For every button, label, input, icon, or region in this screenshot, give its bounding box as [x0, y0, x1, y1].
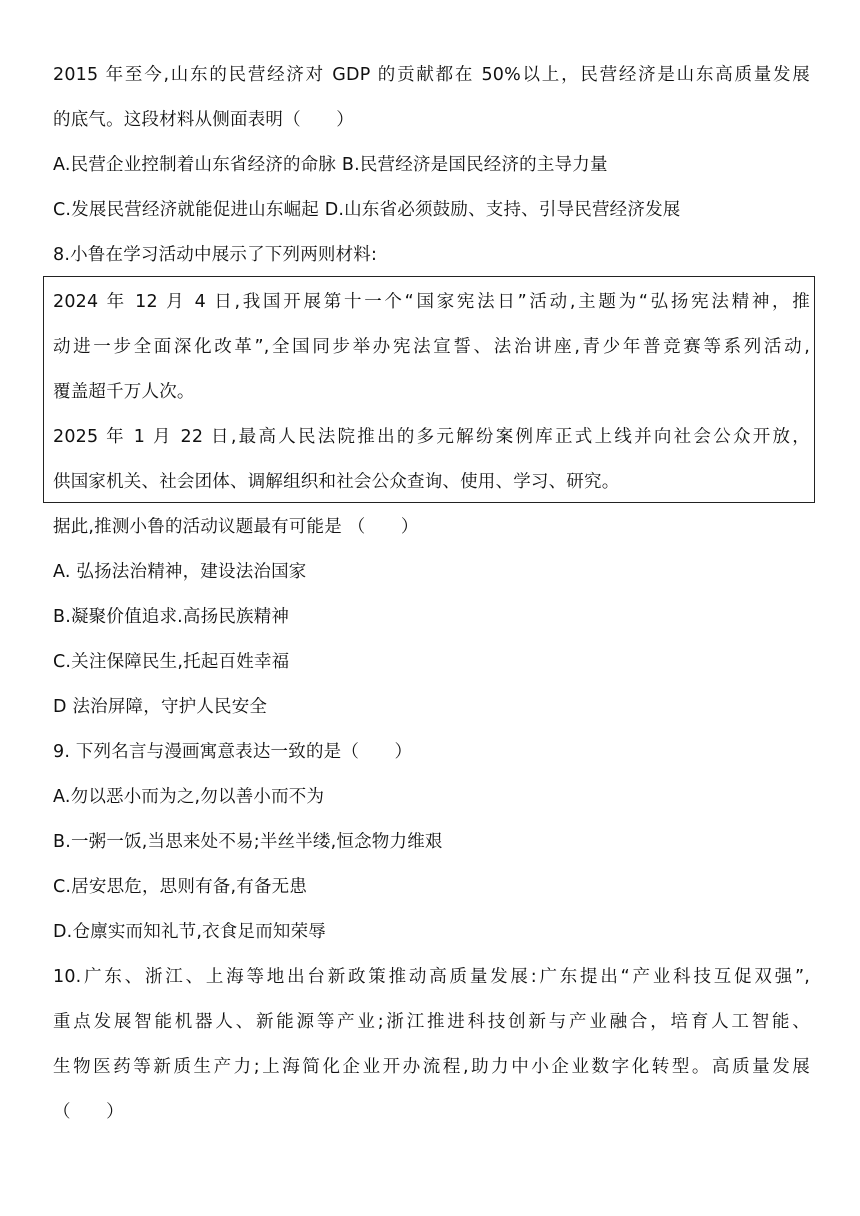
q10-stem-line-2: 重点发展智能机器人、新能源等产业;浙江推进科技创新与产业融合，培育人工智能、 [53, 1012, 810, 1032]
q7-options-ab: A.民营企业控制着山东省经济的命脉 B.民营经济是国民经济的主导力量 [53, 155, 608, 175]
material-2-line-1: 2025 年 1 月 22 日,最高人民法院推出的多元解纷案例库正式上线并向社会公众开放， [53, 427, 810, 447]
q10-stem-line-3: 生物医药等新质生产力;上海简化企业开办流程,助力中小企业数字化转型。高质量发展 [53, 1057, 810, 1077]
q9-option-a: A.勿以恶小而为之,勿以善小而不为 [53, 787, 325, 807]
q9-option-d: D.仓廪实而知礼节,衣食足而知荣辱 [53, 922, 326, 942]
q9-option-c: C.居安思危，思则有备,有备无患 [53, 877, 308, 897]
q7-stem-line-2: 的底气。这段材料从侧面表明（ ） [53, 110, 354, 130]
material-1-line-1: 2024 年 12 月 4 日,我国开展第十一个“国家宪法日”活动,主题为“弘扬宪法精神，推 [53, 292, 810, 312]
q10-stem-line-4: （ ） [53, 1102, 124, 1122]
q8-option-c: C.关注保障民生,托起百姓幸福 [53, 652, 290, 672]
material-1-line-2: 动进一步全面深化改革”,全国同步举办宪法宣誓、法治讲座,青少年普竞赛等系列活动, [53, 337, 810, 357]
q8-stem: 8.小鲁在学习活动中展示了下列两则材料: [53, 245, 378, 265]
q8-question: 据此,推测小鲁的活动议题最有可能是 （ ） [53, 517, 419, 537]
q10-stem-line-1: 10.广东、浙江、上海等地出台新政策推动高质量发展:广东提出“产业科技互促双强”, [53, 967, 810, 987]
q8-option-d: D 法治屏障，守护人民安全 [53, 697, 268, 717]
q7-stem-line-1: 2015 年至今,山东的民营经济对 GDP 的贡献都在 50%以上，民营经济是山东高质量发展 [53, 65, 810, 85]
q9-option-b: B.一粥一饭,当思来处不易;半丝半缕,恒念物力维艰 [53, 832, 443, 852]
q8-option-b: B.凝聚价值追求.高扬民族精神 [53, 607, 290, 627]
material-1-line-3: 覆盖超千万人次。 [53, 382, 195, 402]
q7-options-cd: C.发展民营经济就能促进山东崛起 D.山东省必须鼓励、支持、引导民营经济发展 [53, 200, 681, 220]
q9-stem: 9. 下列名言与漫画寓意表达一致的是（ ） [53, 742, 413, 762]
q8-option-a: A. 弘扬法治精神，建设法治国家 [53, 562, 307, 582]
material-2-line-2: 供国家机关、社会团体、调解组织和社会公众查询、使用、学习、研究。 [53, 472, 620, 492]
